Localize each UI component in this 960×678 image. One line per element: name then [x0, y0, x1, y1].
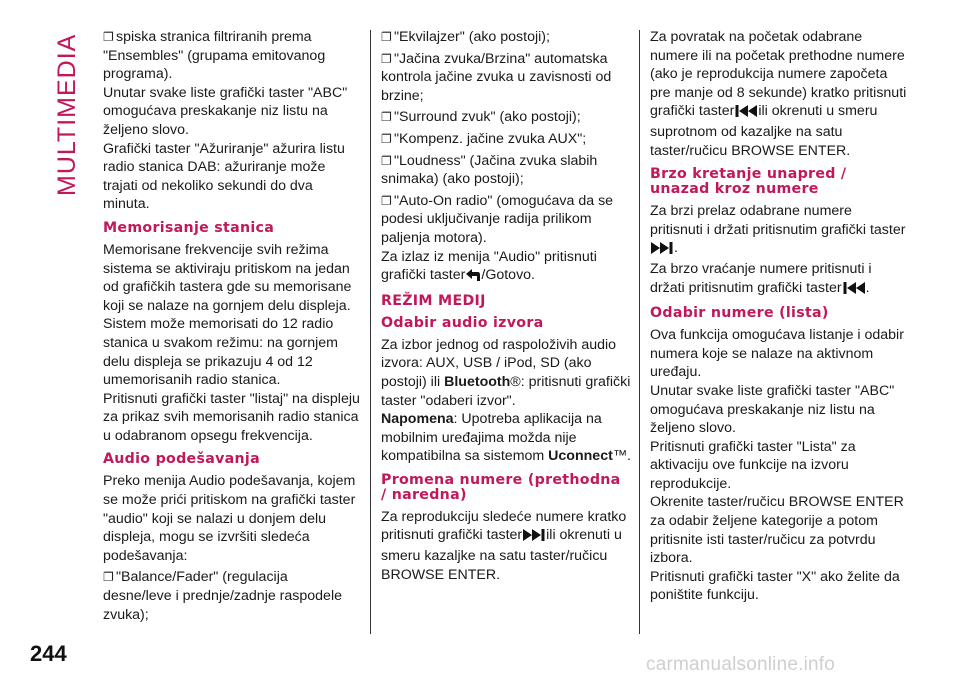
column-1 [103, 28, 360, 624]
paragraph-text: spiska stranica filtriranih prema "Ensembles" (grupama emitovanog programa). [103, 29, 326, 83]
paragraph-text: . [865, 279, 870, 296]
paragraph-text: Za izlaz iz menija "Audio" pritisnuti grafički taster [381, 248, 597, 284]
paragraph: Sistem može memorisati do 12 radio stanica u svakom režimu: na gornjem delu displeja se prikazuju 4 od 12 umemorisanih radio stanica. [103, 316, 338, 389]
bullet-text: "Auto-On radio" (omogućava da se podesi uključivanje radija prilikom paljenja motora). [381, 192, 614, 246]
section-heading: Memorisanje stanica [103, 219, 275, 236]
bullet-item [103, 568, 360, 624]
paragraph: Unutar svake liste grafički taster "ABC" omogućava preskakanje niz listu na željeno slovo. [103, 84, 348, 138]
paragraph-text: Za reprodukciju sledeće numere kratko pritisnuti grafički taster [381, 508, 627, 544]
section-heading: Brzo kretanje unapred / unazad kroz numere [650, 166, 847, 198]
paragraph: Ova funkcija omogućava listanje i odabir numera koje se nalaze na aktivnom uređaju. [650, 327, 904, 381]
paragraph: Pritisnuti grafički taster "X" ako želite da poništite funkciju. [650, 568, 900, 604]
bullet-text: "Jačina zvuka/Brzina" automatska kontrola jačine zvuka u zavisnosti od brzine; [381, 50, 612, 104]
paragraph-text: ®: pritisnuti grafički taster "odaberi izvor". [381, 373, 631, 409]
bluetooth-term: Bluetooth [444, 373, 511, 390]
paragraph: Pritisnuti grafički taster "listaj" na displeju za prikaz svih memorisanih radio stanica u odabranom opsegu frekvencija. [103, 390, 360, 444]
previous-track-icon [843, 281, 865, 300]
paragraph [650, 202, 908, 260]
paragraph: Memorisane frekvencije svih režima sistema se aktiviraju pritiskom na jedan od grafičkih tastera gde su memorisane koji se nalaze na gornjem delu displeja. [103, 241, 352, 314]
column-3 [650, 28, 908, 605]
paragraph-text: ™. [612, 448, 631, 465]
paragraph [381, 410, 631, 466]
watermark: carmanualsonline.info [646, 654, 836, 675]
back-arrow-icon [466, 268, 480, 287]
column-divider [370, 30, 371, 634]
paragraph [381, 248, 631, 287]
paragraph [103, 28, 360, 84]
paragraph-text: /Gotovo. [481, 267, 536, 284]
page-number: 244 [30, 641, 67, 666]
paragraph-text: ili okrenuti u smeru suprotnom od kazaljke na satu taster/ručicu BROWSE ENTER. [650, 103, 878, 159]
next-track-icon [523, 528, 545, 547]
bullet-item [381, 152, 631, 189]
paragraph: Okrenite taster/ručicu BROWSE ENTER za odabir željene kategorije a potom pritisnite isti taster/ručicu za potvrdu izbora. [650, 494, 904, 567]
paragraph-text: Za brzo vraćanje numere pritisnuti i držati pritisnutim grafički taster [650, 260, 872, 296]
bullet-item [381, 130, 631, 149]
paragraph: Pritisnuti grafički taster "Lista" za aktivaciju ove funkcije na izvoru reprodukcije. [650, 438, 856, 492]
bullet-text: "Loudness" (Jačina zvuka slabih snimaka) (ako postoji); [381, 152, 598, 188]
uconnect-term: Uconnect [548, 448, 613, 465]
paragraph [650, 260, 908, 299]
paragraph: Grafički taster "Ažuriranje" ažurira listu radio stanica DAB: ažuriranje može trajati od nekoliko sekundi do dva minuta. [103, 140, 345, 213]
paragraph [381, 508, 631, 584]
bullet-text: "Surround zvuk" (ako postoji); [394, 109, 581, 126]
paragraph: Unutar svake liste grafički taster "ABC" omogućava preskakanje niz listu na željeno slovo. [650, 382, 895, 437]
column-2 [381, 28, 631, 584]
bullet-text: "Ekvilajzer" (ako postoji); [394, 29, 550, 45]
column-divider [639, 30, 640, 634]
paragraph-text: ili okrenuti u smeru kazaljke na satu taster/ručicu BROWSE ENTER. [381, 527, 622, 583]
paragraph-text: Za povratak na početak odabrane numere ili na početak prethodne numere (ako je reprodukcija numere započeta pre manje od 8 sekunde) kratko pritisnuti grafički taster [650, 29, 907, 120]
checkbox-bullet-icon: ❐ [381, 153, 392, 168]
section-heading: Odabir numere (lista) [650, 305, 829, 322]
paragraph: Preko menija Audio podešavanja, kojem se može prići pritiskom na grafički taster "audio" koji se nalazi u donjem delu displeja, mogu se izvršiti sledeća podešavanja: [103, 473, 356, 564]
paragraph-text: Za izbor jednog od raspoloživih audio izvora: AUX, USB / iPod, SD (ako postoji) ili [381, 336, 617, 390]
paragraph [381, 336, 631, 410]
checkbox-bullet-icon: ❐ [381, 110, 392, 125]
checkbox-bullet-icon: ❐ [103, 570, 114, 585]
bullet-item [381, 50, 631, 106]
previous-track-icon [735, 104, 757, 123]
paragraph-text: : Upotreba aplikacija na mobilnim uređajima možda nije kompatibilna sa sistemom [381, 411, 602, 465]
paragraph [650, 28, 908, 160]
next-track-icon [651, 241, 673, 260]
bullet-text: "Kompenz. jačine zvuka AUX"; [394, 130, 587, 147]
note-label: Napomena [381, 411, 454, 428]
bullet-text: "Balance/Fader" (regulacija desne/leve i prednje/zadnje raspodele zvuka); [103, 569, 342, 623]
section-heading: Promena numere (prethodna / naredna) [381, 471, 621, 503]
checkbox-bullet-icon: ❐ [381, 131, 392, 146]
section-heading: Odabir audio izvora [381, 314, 544, 331]
paragraph-text: Za brzi prelaz odabrane numere pritisnuti i držati pritisnutim grafički taster [650, 203, 906, 238]
section-heading: REŽIM MEDIJ [381, 292, 486, 309]
checkbox-bullet-icon: ❐ [381, 30, 392, 44]
paragraph-text: . [674, 240, 678, 257]
bullet-item [381, 28, 631, 47]
bullet-item [381, 108, 631, 127]
bullet-item [381, 192, 631, 248]
checkbox-bullet-icon: ❐ [381, 193, 392, 208]
checkbox-bullet-icon: ❐ [103, 30, 114, 44]
section-side-label: MULTIMEDIA [53, 33, 81, 196]
checkbox-bullet-icon: ❐ [381, 51, 392, 66]
section-heading: Audio podešavanja [103, 451, 260, 468]
